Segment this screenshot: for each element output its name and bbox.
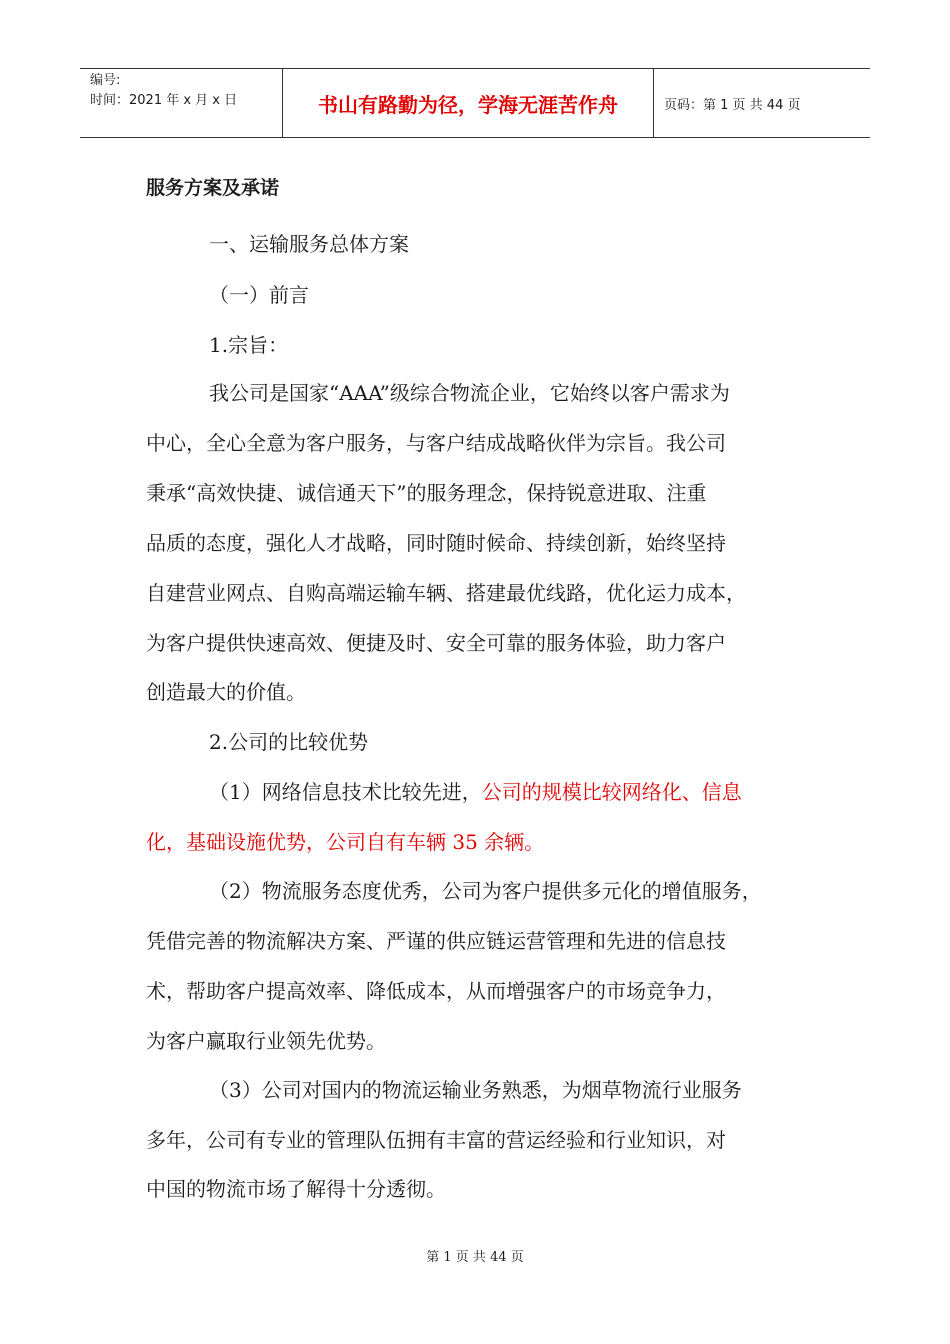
advantage-1-highlight-cont: 化，基础设施优势，公司自有车辆 35 余辆。 [146,830,545,854]
paragraph-line: 多年，公司有专业的管理队伍拥有丰富的营运经验和行业知识，对 [146,1128,726,1152]
item-heading-advantages: 2.公司的比较优势 [209,730,369,754]
paragraph-line: 为客户赢取行业领先优势。 [146,1029,386,1053]
paragraph-line: 创造最大的价值。 [146,680,306,704]
advantage-1-highlight: 公司的规模比较网络化、信息 [481,780,742,804]
paragraph-line: （3）公司对国内的物流运输业务熟悉，为烟草物流行业服务 [209,1078,742,1102]
subsection-heading: （一）前言 [209,283,309,307]
document-title: 服务方案及承诺 [146,177,280,199]
header-meta [80,69,282,137]
advantage-1-line [209,776,742,805]
header-motto: 书山有路勤为径，学海无涯苦作舟 [282,69,654,137]
time-label: 时间：2021 年 x 月 x 日 [90,93,238,108]
paragraph-line: 秉承“高效快捷、诚信通天下”的服务理念，保持锐意进取、注重 [146,481,707,505]
paragraph-line: 中国的物流市场了解得十分透彻。 [146,1177,446,1201]
page-header [80,68,870,138]
paragraph-line: 凭借完善的物流解决方案、严谨的供应链运营管理和先进的信息技 [146,929,726,953]
paragraph-line: 中心，全心全意为客户服务，与客户结成战略伙伴为宗旨。我公司 [146,431,726,455]
advantage-1-text: （1）网络信息技术比较先进， [209,780,482,804]
section-heading: 一、运输服务总体方案 [209,232,409,256]
header-page-info: 页码：第 1 页 共 44 页 [664,97,801,113]
item-heading-purpose: 1.宗旨： [209,333,289,357]
paragraph-line: 我公司是国家“AAA”级综合物流企业，它始终以客户需求为 [209,381,730,405]
paragraph-line: 术，帮助客户提高效率、降低成本，从而增强客户的市场竞争力， [146,979,726,1003]
number-label: 编号: [90,73,121,88]
paragraph-line: （2）物流服务态度优秀，公司为客户提供多元化的增值服务， [209,879,762,903]
paragraph-line: 品质的态度，强化人才战略，同时随时候命、持续创新，始终坚持 [146,531,726,555]
paragraph-line: 为客户提供快速高效、便捷及时、安全可靠的服务体验，助力客户 [146,631,726,655]
paragraph-line: 自建营业网点、自购高端运输车辆、搭建最优线路，优化运力成本， [146,581,746,605]
page-footer: 第 1 页 共 44 页 [426,1250,524,1265]
